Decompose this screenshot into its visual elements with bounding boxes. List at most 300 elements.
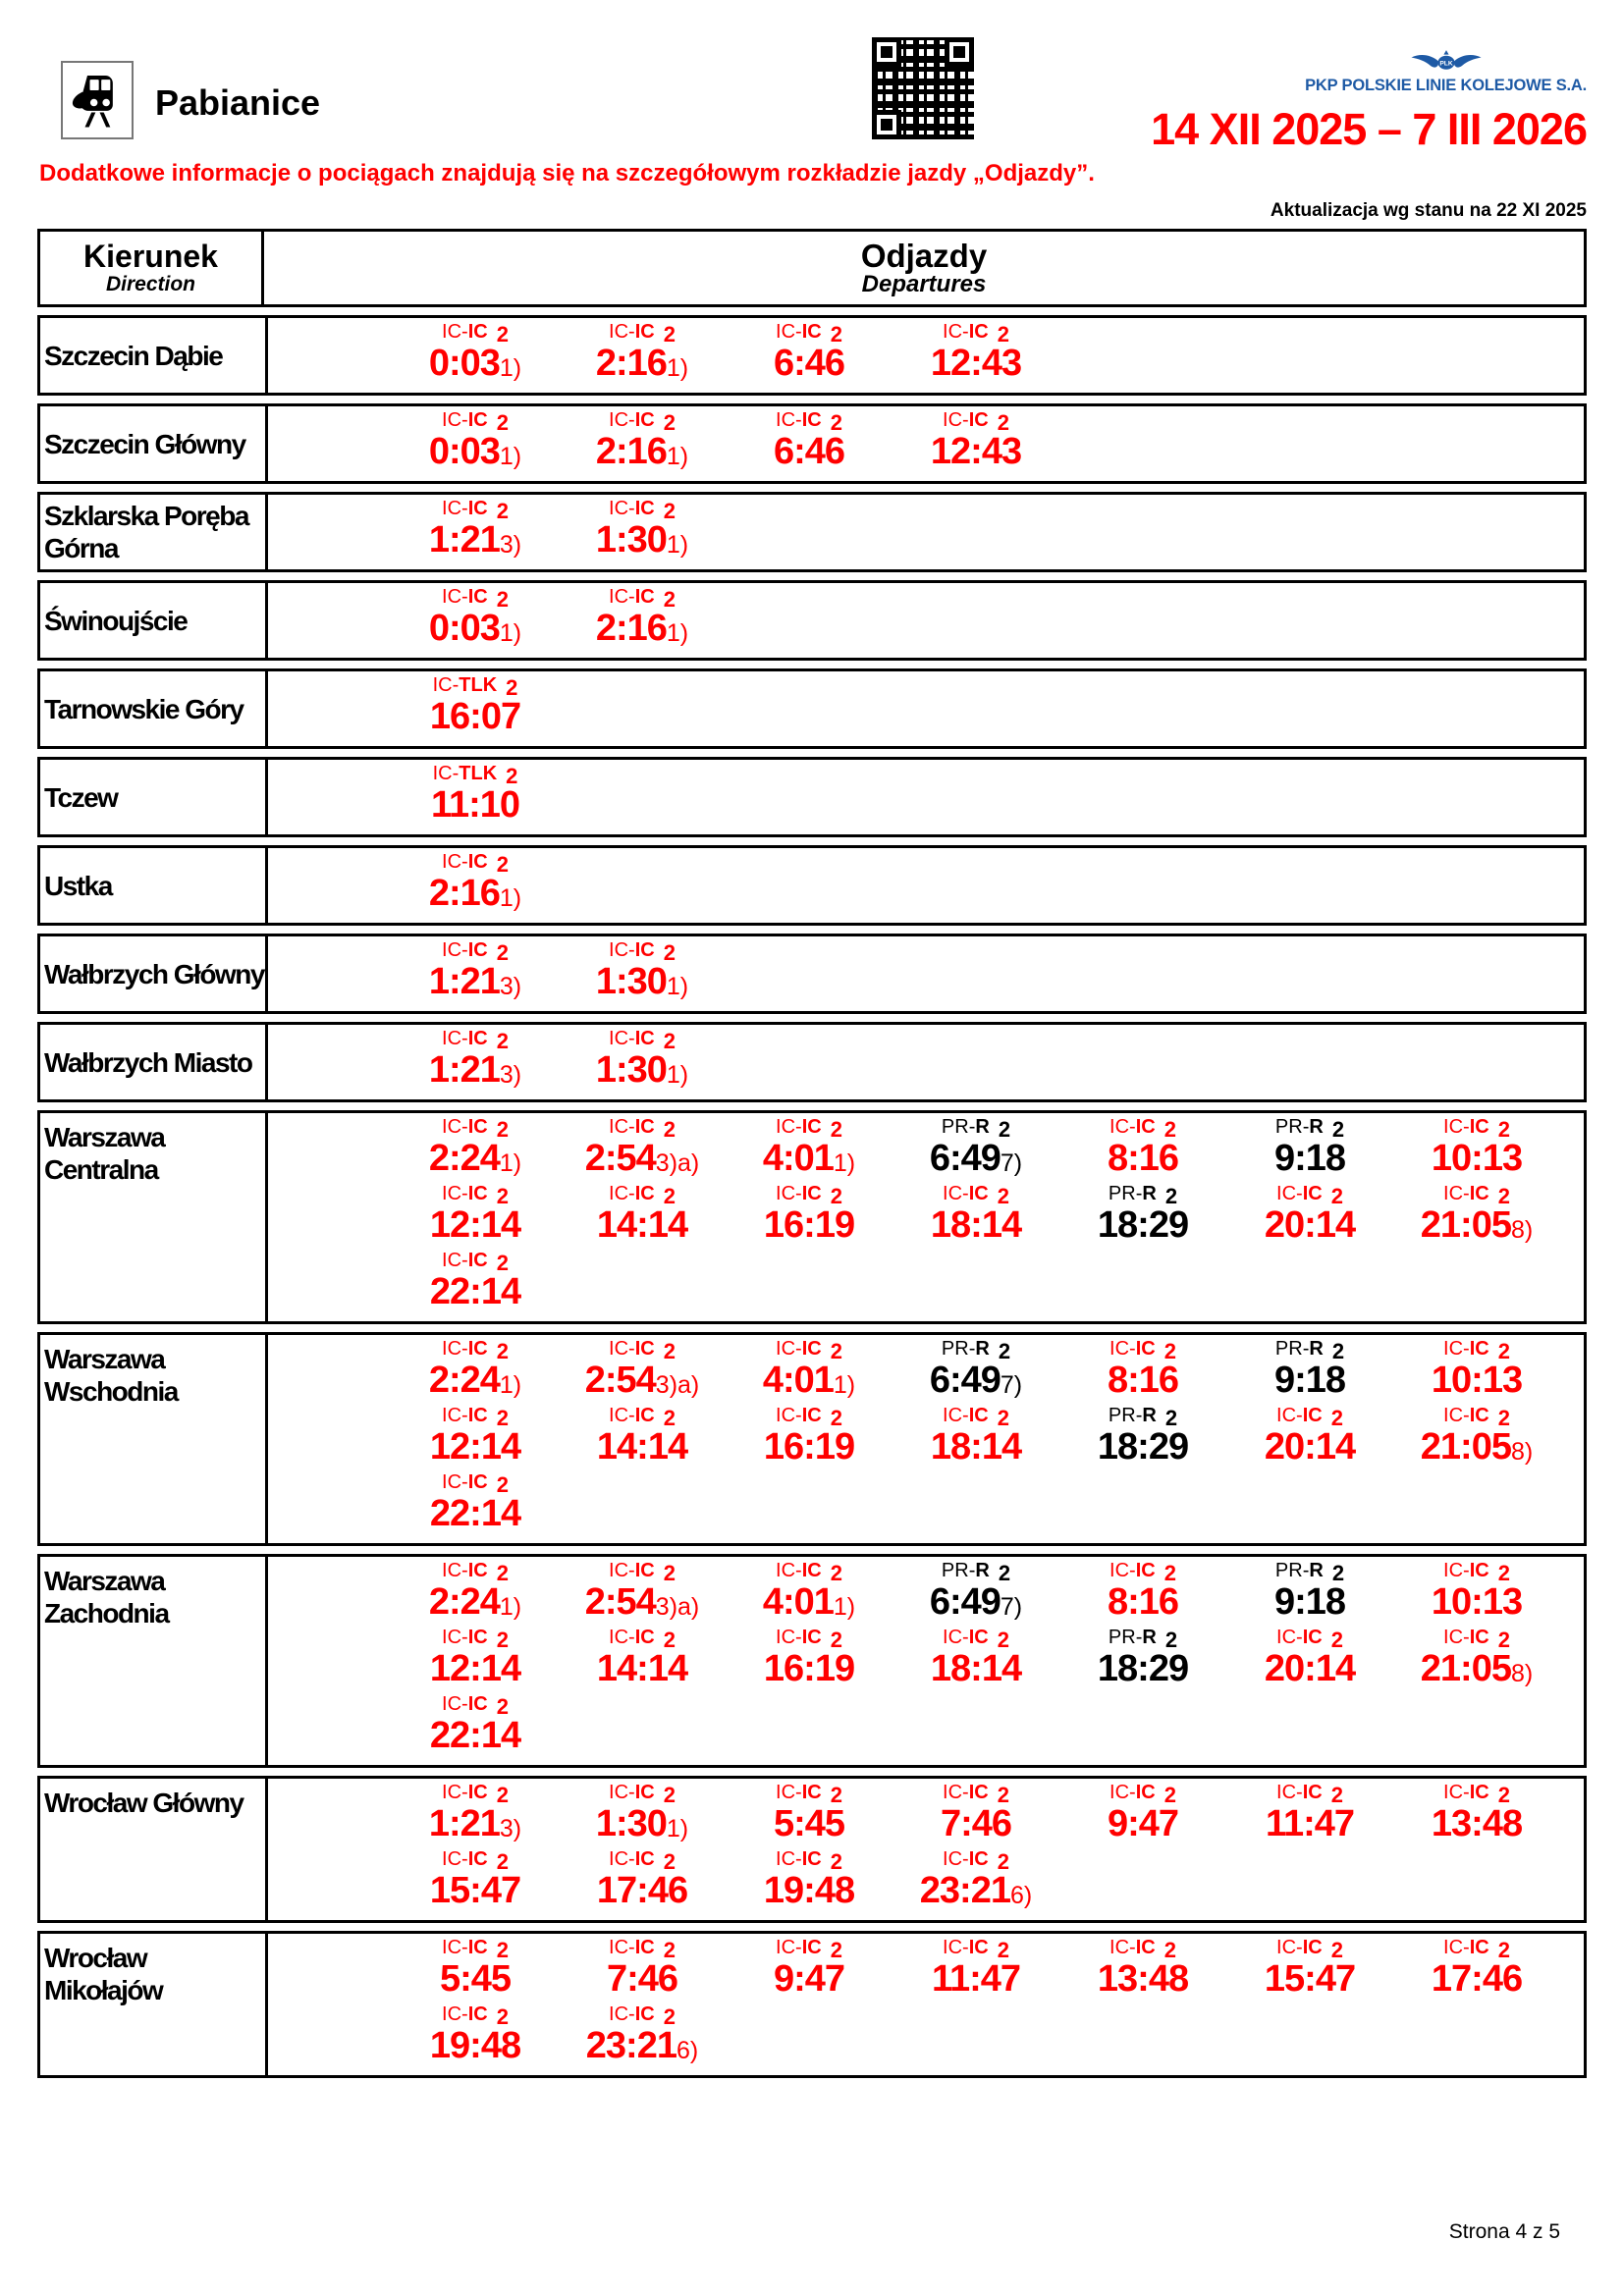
- departure-time: 8:16: [1107, 1360, 1179, 1401]
- table-row: [37, 1110, 1587, 1324]
- category-code: IC: [467, 1028, 488, 1049]
- train-category-label: [609, 1848, 676, 1874]
- time-line: [429, 1581, 521, 1623]
- track-superscript: 2: [1497, 1117, 1510, 1142]
- destination-cell: [40, 1335, 268, 1543]
- track-superscript: 2: [997, 1783, 1009, 1807]
- departures-cell: [268, 848, 1584, 923]
- train-category-label: [609, 321, 676, 347]
- train-category-label: [609, 1782, 676, 1807]
- track-superscript: 2: [506, 764, 518, 788]
- train-category-label: [442, 939, 509, 965]
- destination-name: Warszawa Centralna: [44, 1122, 165, 1185]
- departure-entry: [559, 940, 726, 1007]
- departure-entry: [392, 1472, 559, 1539]
- footnote-mark: 1): [666, 973, 689, 1000]
- carrier-code: IC-: [776, 1848, 802, 1870]
- time-line: [597, 1204, 687, 1246]
- time-line: [429, 343, 521, 384]
- footnote-mark: 1): [499, 354, 522, 382]
- time-line: [430, 2025, 520, 2066]
- departures-cell: [268, 583, 1584, 658]
- table-row: [37, 315, 1587, 396]
- train-category-label: [776, 321, 842, 347]
- departure-time: 2:16: [428, 873, 500, 914]
- departure-entry: [392, 764, 559, 830]
- category-code: IC: [634, 586, 655, 608]
- category-code: IC: [1302, 1937, 1323, 1958]
- track-superscript: 2: [496, 1117, 509, 1142]
- table-row: [37, 580, 1587, 661]
- carrier-code: IC-: [776, 409, 802, 431]
- category-code: IC: [968, 1937, 989, 1958]
- footnote-mark: 3)a): [655, 1371, 700, 1399]
- destination-cell: [40, 495, 268, 569]
- departure-time: 11:47: [931, 1958, 1021, 2000]
- time-line: [429, 1803, 521, 1844]
- departure-time: 10:13: [1431, 1360, 1523, 1401]
- notice-text: Dodatkowe informacje o pociągach znajdują się na szczegółowym rozkładzie jazdy „Odjazdy”.: [39, 160, 1095, 187]
- departure-time: 2:54: [584, 1581, 656, 1623]
- departure-time: 8:16: [1107, 1581, 1179, 1623]
- time-line: [597, 1426, 687, 1468]
- train-category-label: [776, 1405, 842, 1430]
- time-line: [1432, 1138, 1522, 1179]
- footnote-mark: 1): [666, 354, 689, 382]
- direction-header-cell: [40, 232, 264, 304]
- departure-time: 2:16: [595, 608, 667, 649]
- category-code: IC: [801, 1338, 822, 1360]
- track-superscript: 2: [496, 1628, 509, 1652]
- departure-time: 2:24: [428, 1581, 500, 1623]
- train-category-label: [442, 1405, 509, 1430]
- time-line: [431, 784, 519, 826]
- departure-time: 2:24: [428, 1360, 500, 1401]
- carrier-code: IC-: [776, 1405, 802, 1426]
- carrier-code: IC-: [1276, 1937, 1303, 1958]
- departure-time: 2:16: [595, 343, 667, 384]
- departure-time: 9:18: [1273, 1360, 1346, 1401]
- departure-entry: [392, 2004, 559, 2071]
- time-line: [931, 343, 1021, 384]
- time-line: [930, 1581, 1022, 1623]
- departure-time: 22:14: [429, 1715, 521, 1756]
- category-code: IC: [467, 1338, 488, 1360]
- category-code: IC: [1135, 1937, 1156, 1958]
- time-line: [1432, 1360, 1522, 1401]
- train-category-label: [609, 1028, 676, 1053]
- carrier-code: IC-: [1109, 1116, 1136, 1138]
- time-line: [1108, 1803, 1178, 1844]
- category-code: IC: [968, 1782, 989, 1803]
- track-superscript: 2: [496, 2004, 509, 2029]
- departure-entry: [392, 1938, 559, 2004]
- carrier-code: IC-: [1276, 1183, 1303, 1204]
- track-superscript: 2: [830, 410, 842, 435]
- track-superscript: 2: [663, 2004, 676, 2029]
- carrier-code: IC-: [943, 321, 969, 343]
- carrier-code: IC-: [1443, 1183, 1470, 1204]
- departure-entry: [726, 322, 893, 389]
- destination-cell: [40, 583, 268, 658]
- carrier-code: IC-: [609, 1848, 635, 1870]
- departure-time: 12:43: [930, 431, 1022, 472]
- departure-time: 6:49: [929, 1360, 1001, 1401]
- track-superscript: 2: [496, 322, 509, 347]
- departure-time: 1:21: [428, 519, 500, 561]
- category-code: R: [1309, 1338, 1324, 1360]
- carrier-code: IC-: [442, 1250, 468, 1271]
- time-line: [596, 519, 688, 561]
- carrier-code: IC-: [442, 939, 468, 961]
- time-line: [932, 1958, 1020, 2000]
- departure-entry: [1393, 1406, 1560, 1472]
- train-category-label: [776, 1560, 842, 1585]
- departure-entry: [392, 940, 559, 1007]
- departure-time: 9:47: [1107, 1803, 1179, 1844]
- footnote-mark: 1): [833, 1149, 856, 1177]
- footnote-mark: 1): [666, 1061, 689, 1089]
- departure-entry: [893, 1339, 1059, 1406]
- time-line: [596, 343, 688, 384]
- departure-entry: [392, 322, 559, 389]
- destination-name: Wałbrzych Miasto: [44, 1046, 252, 1078]
- carrier-code: IC-: [1443, 1116, 1470, 1138]
- destination-name: Szczecin Główny: [44, 428, 245, 459]
- track-superscript: 2: [830, 1117, 842, 1142]
- category-code: IC: [1469, 1937, 1489, 1958]
- track-superscript: 2: [997, 1849, 1009, 1874]
- plk-eagle-icon: [1410, 49, 1483, 75]
- departures-subheader: Departures: [861, 271, 987, 297]
- departure-time: 22:14: [429, 1493, 521, 1534]
- category-code: R: [975, 1560, 990, 1581]
- carrier-code: IC-: [442, 1782, 468, 1803]
- time-line: [1108, 1581, 1178, 1623]
- departure-entry: [392, 1339, 559, 1406]
- time-line: [1421, 1648, 1533, 1689]
- departure-time: 6:49: [929, 1581, 1001, 1623]
- departure-entry: [559, 1783, 726, 1849]
- track-superscript: 2: [663, 1406, 676, 1430]
- departure-entry: [893, 1938, 1059, 2004]
- category-code: IC: [467, 1627, 488, 1648]
- departure-entry: [893, 1849, 1059, 1916]
- time-line: [429, 431, 521, 472]
- carrier-code: IC-: [1109, 1560, 1136, 1581]
- train-category-label: [776, 1338, 842, 1363]
- track-superscript: 2: [830, 322, 842, 347]
- time-line: [429, 1360, 521, 1401]
- footnote-mark: 3): [499, 1815, 522, 1842]
- category-code: IC: [801, 409, 822, 431]
- time-line: [931, 1426, 1021, 1468]
- table-row: [37, 845, 1587, 926]
- departures-header-cell: [264, 232, 1584, 304]
- time-line: [1098, 1648, 1188, 1689]
- train-category-label: [776, 1937, 842, 1962]
- time-line: [596, 1049, 688, 1091]
- category-code: IC: [1469, 1116, 1489, 1138]
- departure-time: 2:54: [584, 1360, 656, 1401]
- departure-time: 13:48: [1431, 1803, 1523, 1844]
- train-category-label: [1443, 1560, 1510, 1585]
- category-code: IC: [634, 1405, 655, 1426]
- category-code: R: [1309, 1116, 1324, 1138]
- track-superscript: 2: [1497, 1339, 1510, 1363]
- category-code: IC: [634, 1183, 655, 1204]
- departure-entry: [559, 1849, 726, 1916]
- departure-time: 5:45: [773, 1803, 845, 1844]
- departure-entry: [559, 1117, 726, 1184]
- departures-cell: [268, 1779, 1584, 1920]
- train-category-label: [609, 409, 676, 435]
- train-category-label: [432, 763, 518, 788]
- departure-time: 15:47: [1264, 1958, 1356, 2000]
- departure-entry: [893, 1561, 1059, 1628]
- category-code: IC: [801, 1937, 822, 1958]
- departure-time: 11:47: [1265, 1803, 1355, 1844]
- track-superscript: 2: [830, 1938, 842, 1962]
- departure-time: 18:14: [930, 1426, 1022, 1468]
- destination-name: Tczew: [44, 781, 118, 813]
- train-category-label: [609, 1338, 676, 1363]
- carrier-code: PR-: [1274, 1338, 1310, 1360]
- carrier-code: IC-: [442, 498, 468, 519]
- carrier-code: IC-: [442, 321, 468, 343]
- validity-period: 14 XII 2025 – 7 III 2026: [1151, 104, 1587, 154]
- carrier-code: IC-: [609, 1405, 635, 1426]
- carrier-code: IC-: [442, 586, 468, 608]
- train-category-label: [1108, 1183, 1178, 1208]
- category-code: IC: [634, 409, 655, 431]
- carrier-code: PR-: [1274, 1116, 1310, 1138]
- track-superscript: 2: [1331, 1339, 1345, 1363]
- operator-name: PKP POLSKIE LINIE KOLEJOWE S.A.: [1305, 77, 1587, 94]
- train-category-label: [442, 851, 509, 877]
- station-title: Pabianice: [155, 82, 321, 123]
- departure-entry: [1059, 1938, 1226, 2004]
- departures-cell: [268, 1335, 1584, 1543]
- departure-time: 12:43: [930, 343, 1022, 384]
- track-superscript: 2: [496, 1783, 509, 1807]
- time-line: [774, 431, 844, 472]
- carrier-code: PR-: [1108, 1405, 1143, 1426]
- departure-entry: [893, 1184, 1059, 1251]
- carrier-code: IC-: [609, 939, 635, 961]
- departure-time: 16:07: [429, 696, 521, 737]
- train-category-label: [442, 1116, 509, 1142]
- category-code: IC: [634, 1560, 655, 1581]
- departure-entry: [1059, 1117, 1226, 1184]
- carrier-code: PR-: [941, 1116, 976, 1138]
- footnote-mark: 1): [499, 1149, 522, 1177]
- departure-time: 13:48: [1097, 1958, 1189, 2000]
- time-line: [941, 1803, 1011, 1844]
- departure-entry: [1393, 1117, 1560, 1184]
- track-superscript: 2: [496, 499, 509, 523]
- departure-entry: [726, 1339, 893, 1406]
- carrier-code: IC-: [442, 1693, 468, 1715]
- time-line: [430, 1271, 520, 1312]
- category-code: IC: [467, 2003, 488, 2025]
- track-superscript: 2: [496, 852, 509, 877]
- departure-entry: [1226, 1184, 1393, 1251]
- footnote-mark: 1): [499, 443, 522, 470]
- departure-entry: [1226, 1406, 1393, 1472]
- track-superscript: 2: [830, 1849, 842, 1874]
- category-code: IC: [634, 2003, 655, 2025]
- category-code: IC: [467, 1116, 488, 1138]
- departure-entry: [893, 410, 1059, 477]
- update-date: Aktualizacja wg stanu na 22 XI 2025: [1270, 200, 1587, 221]
- track-superscript: 2: [663, 322, 676, 347]
- time-line: [596, 431, 688, 472]
- track-superscript: 2: [496, 1339, 509, 1363]
- category-code: IC: [1469, 1560, 1489, 1581]
- time-line: [585, 1360, 700, 1401]
- track-superscript: 2: [1330, 1938, 1343, 1962]
- track-superscript: 2: [998, 1339, 1011, 1363]
- operator-logo: [1305, 49, 1587, 95]
- time-line: [430, 1204, 520, 1246]
- table-row: [37, 1776, 1587, 1923]
- train-category-label: [776, 1627, 842, 1652]
- departure-time: 2:24: [428, 1138, 500, 1179]
- departure-entry: [559, 1938, 726, 2004]
- train-category-label: [442, 1338, 509, 1363]
- category-code: IC: [467, 1848, 488, 1870]
- carrier-code: IC-: [776, 1116, 802, 1138]
- time-line: [774, 1958, 844, 2000]
- departure-entry: [1059, 1406, 1226, 1472]
- time-line: [1265, 1204, 1355, 1246]
- destination-name: Szczecin Dąbie: [44, 340, 223, 371]
- train-category-label: [442, 1028, 509, 1053]
- table-row: [37, 1332, 1587, 1546]
- track-superscript: 2: [1330, 1783, 1343, 1807]
- departure-time: 15:47: [429, 1870, 521, 1911]
- time-line: [1265, 1958, 1355, 2000]
- train-category-label: [442, 409, 509, 435]
- table-row: [37, 757, 1587, 837]
- departure-time: 16:19: [763, 1426, 855, 1468]
- train-category-label: [776, 1183, 842, 1208]
- train-category-label: [609, 939, 676, 965]
- time-line: [430, 1715, 520, 1756]
- time-line: [430, 1426, 520, 1468]
- departure-time: 21:05: [1420, 1204, 1511, 1246]
- train-category-label: [609, 1183, 676, 1208]
- departure-time: 1:30: [595, 1049, 667, 1091]
- departure-time: 17:46: [596, 1870, 688, 1911]
- train-category-label: [442, 2003, 509, 2029]
- train-category-label: [776, 1848, 842, 1874]
- train-category-label: [943, 1782, 1009, 1807]
- category-code: IC: [467, 851, 488, 873]
- time-line: [1274, 1581, 1345, 1623]
- time-line: [764, 1426, 854, 1468]
- departure-entry: [559, 1184, 726, 1251]
- carrier-code: IC-: [776, 321, 802, 343]
- carrier-code: IC-: [776, 1937, 802, 1958]
- time-line: [596, 1803, 688, 1844]
- category-code: IC: [1302, 1183, 1323, 1204]
- category-code: IC: [467, 1471, 488, 1493]
- track-superscript: 2: [496, 940, 509, 965]
- departure-entry: [392, 1694, 559, 1761]
- category-code: R: [975, 1338, 990, 1360]
- departure-entry: [392, 1561, 559, 1628]
- time-line: [430, 1870, 520, 1911]
- departure-entry: [392, 1251, 559, 1317]
- time-line: [774, 343, 844, 384]
- destination-cell: [40, 318, 268, 393]
- carrier-code: IC-: [943, 1937, 969, 1958]
- train-category-label: [1108, 1405, 1178, 1430]
- destination-name: Wrocław Mikołajów: [44, 1943, 163, 2005]
- train-category-label: [941, 1338, 1011, 1363]
- time-line: [763, 1138, 855, 1179]
- track-superscript: 2: [1330, 1628, 1343, 1652]
- footnote-mark: 1): [666, 619, 689, 647]
- footnote-mark: 1): [666, 531, 689, 559]
- qr-finder-icon: [872, 110, 901, 139]
- train-category-label: [442, 1937, 509, 1962]
- time-line: [430, 1493, 520, 1534]
- carrier-code: IC-: [1109, 1338, 1136, 1360]
- track-superscript: 2: [1163, 1938, 1176, 1962]
- train-category-label: [1274, 1116, 1345, 1142]
- category-code: IC: [467, 321, 488, 343]
- train-category-label: [442, 1782, 509, 1807]
- track-superscript: 2: [1164, 1406, 1178, 1430]
- departure-entry: [392, 852, 559, 919]
- departure-entry: [726, 1628, 893, 1694]
- departure-entry: [559, 2004, 726, 2071]
- category-code: IC: [801, 1405, 822, 1426]
- category-code: IC: [1469, 1183, 1489, 1204]
- carrier-code: IC-: [609, 1627, 635, 1648]
- train-category-label: [609, 1627, 676, 1652]
- carrier-code: IC-: [442, 1560, 468, 1581]
- departure-entry: [1059, 1339, 1226, 1406]
- track-superscript: 2: [663, 1561, 676, 1585]
- departure-time: 18:29: [1097, 1204, 1189, 1246]
- train-category-label: [442, 1250, 509, 1275]
- time-line: [1432, 1581, 1522, 1623]
- train-category-label: [609, 1560, 676, 1585]
- departure-entry: [1059, 1783, 1226, 1849]
- carrier-code: PR-: [1108, 1183, 1143, 1204]
- train-category-label: [1276, 1627, 1343, 1652]
- carrier-code: IC-: [442, 851, 468, 873]
- departure-time: 14:14: [596, 1648, 688, 1689]
- carrier-code: IC-: [609, 586, 635, 608]
- departures-cell: [268, 406, 1584, 481]
- carrier-code: IC-: [1443, 1338, 1470, 1360]
- footnote-mark: 7): [1000, 1593, 1023, 1621]
- train-category-label: [1109, 1560, 1176, 1585]
- departure-time: 1:21: [428, 961, 500, 1002]
- train-category-label: [442, 1183, 509, 1208]
- carrier-code: IC-: [609, 1782, 635, 1803]
- departure-entry: [726, 1184, 893, 1251]
- train-category-label: [442, 1693, 509, 1719]
- track-superscript: 2: [496, 1561, 509, 1585]
- departure-entry: [392, 1117, 559, 1184]
- departure-time: 19:48: [429, 2025, 521, 2066]
